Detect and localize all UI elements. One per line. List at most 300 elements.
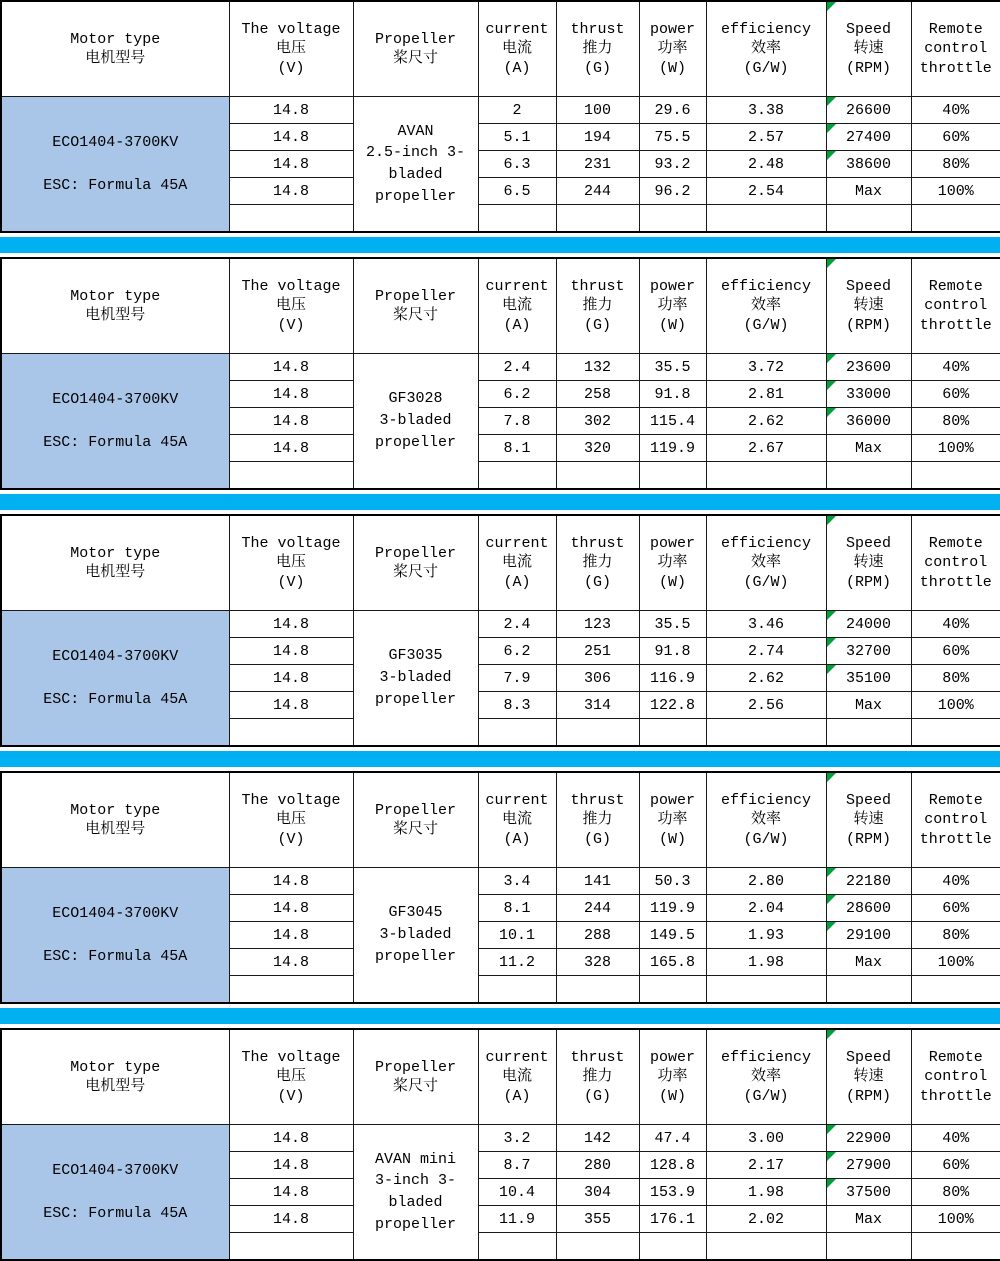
cell-power: 35.5 [639, 354, 706, 381]
header-cell-throttle [911, 1029, 1000, 1125]
header-line: power [640, 277, 706, 297]
header-line: Speed [827, 20, 911, 40]
header-line: (G) [557, 1087, 639, 1107]
header-line: 转速 [827, 39, 911, 59]
header-line: 电机型号 [2, 306, 229, 326]
cell-speed [826, 665, 911, 692]
header-line: 功率 [640, 553, 706, 573]
speed-value: Max [855, 954, 882, 971]
header-cell-voltage [229, 772, 353, 868]
cell-current: 8.7 [478, 1152, 556, 1179]
header-line: 推力 [557, 39, 639, 59]
header-cell-motor [1, 1029, 229, 1125]
cell-thrust: 251 [556, 638, 639, 665]
cell-voltage [229, 462, 353, 490]
header-line: (G) [557, 573, 639, 593]
header-cell-current [478, 772, 556, 868]
cell-power: 75.5 [639, 124, 706, 151]
speed-flag-icon [827, 1030, 836, 1039]
header-cell-speed [826, 1, 911, 97]
cell-efficiency: 1.98 [706, 949, 826, 976]
header-cell-propeller [353, 1029, 478, 1125]
header-cell-power [639, 515, 706, 611]
cell-power: 47.4 [639, 1125, 706, 1152]
speed-value: 29100 [846, 927, 891, 944]
header-line: control [912, 553, 1000, 573]
header-line: (W) [640, 59, 706, 79]
header-line: throttle [912, 573, 1000, 593]
header-line: 电压 [230, 296, 353, 316]
cell-thrust: 244 [556, 895, 639, 922]
cell-throttle: 40% [911, 354, 1000, 381]
speed-value: 32700 [846, 643, 891, 660]
header-line: (V) [230, 830, 353, 850]
cell-power [639, 205, 706, 233]
cell-efficiency: 3.46 [706, 611, 826, 638]
header-cell-thrust [556, 258, 639, 354]
propeller-line: propeller [354, 432, 478, 454]
header-line: The voltage [230, 277, 353, 297]
cell-thrust [556, 1233, 639, 1261]
cell-thrust: 314 [556, 692, 639, 719]
motor-text [2, 134, 229, 194]
propeller-line: 3-inch 3- [354, 1170, 478, 1192]
header-cell-efficiency [706, 1029, 826, 1125]
cell-power: 93.2 [639, 151, 706, 178]
speed-flag-icon [827, 516, 836, 525]
cell-throttle: 40% [911, 1125, 1000, 1152]
cell-current: 2 [478, 97, 556, 124]
cell-speed [826, 205, 911, 233]
propeller-line: AVAN [354, 121, 478, 143]
cell-power: 91.8 [639, 638, 706, 665]
header-cell-efficiency [706, 1, 826, 97]
header-line: 转速 [827, 296, 911, 316]
cell-current: 11.9 [478, 1206, 556, 1233]
speed-value: 27900 [846, 1157, 891, 1174]
motor-model-text: ECO1404-3700KV [52, 391, 178, 408]
header-line: Propeller [354, 287, 478, 307]
cell-efficiency: 1.98 [706, 1179, 826, 1206]
header-line: 桨尺寸 [354, 820, 478, 840]
cell-efficiency [706, 976, 826, 1004]
cell-thrust: 132 [556, 354, 639, 381]
header-line: Motor type [2, 544, 229, 564]
header-line: (V) [230, 1087, 353, 1107]
propeller-line: AVAN mini [354, 1149, 478, 1171]
header-line: Propeller [354, 544, 478, 564]
cell-voltage: 14.8 [229, 692, 353, 719]
header-cell-speed [826, 258, 911, 354]
cell-power [639, 719, 706, 747]
speed-flag-icon [827, 638, 836, 647]
header-line: Motor type [2, 1058, 229, 1078]
cell-throttle [911, 976, 1000, 1004]
table-row [1, 611, 1000, 638]
cell-power: 165.8 [639, 949, 706, 976]
speed-value: 22900 [846, 1130, 891, 1147]
header-line: 转速 [827, 810, 911, 830]
cell-speed [826, 692, 911, 719]
cell-current: 10.1 [478, 922, 556, 949]
cell-thrust: 142 [556, 1125, 639, 1152]
header-line: 功率 [640, 296, 706, 316]
cell-throttle: 40% [911, 611, 1000, 638]
cell-voltage: 14.8 [229, 1152, 353, 1179]
cell-efficiency: 3.00 [706, 1125, 826, 1152]
cell-throttle: 100% [911, 178, 1000, 205]
header-cell-voltage [229, 258, 353, 354]
cell-thrust: 328 [556, 949, 639, 976]
cell-current [478, 462, 556, 490]
propeller-line: 3-bladed [354, 667, 478, 689]
header-cell-thrust [556, 1029, 639, 1125]
header-line: 效率 [707, 810, 826, 830]
cell-throttle: 60% [911, 1152, 1000, 1179]
cell-speed [826, 178, 911, 205]
header-line: (G) [557, 59, 639, 79]
motor-text [2, 905, 229, 965]
header-line: 推力 [557, 296, 639, 316]
speed-value: Max [855, 697, 882, 714]
propeller-line: GF3045 [354, 902, 478, 924]
cell-speed [826, 611, 911, 638]
header-line: thrust [557, 20, 639, 40]
cell-throttle: 60% [911, 895, 1000, 922]
header-cell-motor [1, 1, 229, 97]
separator-bar [0, 1008, 1000, 1024]
cell-throttle: 80% [911, 151, 1000, 178]
propeller-line: GF3035 [354, 645, 478, 667]
cell-power: 50.3 [639, 868, 706, 895]
cell-speed [826, 381, 911, 408]
cell-efficiency: 2.81 [706, 381, 826, 408]
header-line: The voltage [230, 791, 353, 811]
header-line: efficiency [707, 791, 826, 811]
cell-throttle [911, 462, 1000, 490]
header-line: Speed [827, 534, 911, 554]
cell-current: 8.1 [478, 895, 556, 922]
cell-speed [826, 895, 911, 922]
header-line: thrust [557, 791, 639, 811]
cell-speed [826, 868, 911, 895]
header-line: (W) [640, 573, 706, 593]
header-cell-throttle [911, 772, 1000, 868]
propeller-line: GF3028 [354, 388, 478, 410]
cell-thrust: 302 [556, 408, 639, 435]
speed-value: 22180 [846, 873, 891, 890]
cell-efficiency: 2.74 [706, 638, 826, 665]
header-line: Motor type [2, 30, 229, 50]
header-cell-efficiency [706, 515, 826, 611]
cell-speed [826, 719, 911, 747]
cell-efficiency [706, 205, 826, 233]
header-line: The voltage [230, 534, 353, 554]
header-line: (V) [230, 573, 353, 593]
speed-flag-icon [827, 97, 836, 106]
header-line: (A) [479, 316, 556, 336]
header-cell-throttle [911, 1, 1000, 97]
cell-power: 96.2 [639, 178, 706, 205]
header-line: current [479, 277, 556, 297]
cell-efficiency: 2.04 [706, 895, 826, 922]
header-line: 转速 [827, 1067, 911, 1087]
speed-flag-icon [827, 1152, 836, 1161]
header-line: throttle [912, 316, 1000, 336]
header-line: throttle [912, 59, 1000, 79]
header-line: (G) [557, 316, 639, 336]
header-line: 效率 [707, 553, 826, 573]
spec-table-4 [0, 771, 1000, 1004]
motor-text [2, 391, 229, 451]
cell-efficiency [706, 719, 826, 747]
cell-power: 122.8 [639, 692, 706, 719]
header-line: control [912, 1067, 1000, 1087]
cell-throttle: 60% [911, 638, 1000, 665]
header-cell-voltage [229, 1, 353, 97]
esc-text: ESC: Formula 45A [43, 691, 187, 708]
motor-model-text: ECO1404-3700KV [52, 134, 178, 151]
cell-speed [826, 976, 911, 1004]
header-line: 电压 [230, 810, 353, 830]
cell-voltage: 14.8 [229, 435, 353, 462]
cell-speed [826, 638, 911, 665]
cell-speed [826, 1125, 911, 1152]
header-line: 电流 [479, 1067, 556, 1087]
cell-thrust: 320 [556, 435, 639, 462]
header-line: control [912, 810, 1000, 830]
cell-efficiency: 3.72 [706, 354, 826, 381]
speed-flag-icon [827, 895, 836, 904]
header-line: Propeller [354, 30, 478, 50]
cell-throttle: 100% [911, 692, 1000, 719]
header-cell-thrust [556, 1, 639, 97]
cell-voltage: 14.8 [229, 1206, 353, 1233]
header-line: 电机型号 [2, 820, 229, 840]
cell-speed [826, 1179, 911, 1206]
header-line: 电压 [230, 1067, 353, 1087]
spec-table-2 [0, 257, 1000, 490]
cell-power: 149.5 [639, 922, 706, 949]
header-cell-power [639, 772, 706, 868]
speed-flag-icon [827, 611, 836, 620]
header-line: efficiency [707, 20, 826, 40]
header-line: 功率 [640, 1067, 706, 1087]
header-line: thrust [557, 1048, 639, 1068]
cell-voltage: 14.8 [229, 97, 353, 124]
cell-voltage: 14.8 [229, 895, 353, 922]
speed-flag-icon [827, 1179, 836, 1188]
cell-voltage: 14.8 [229, 408, 353, 435]
cell-voltage: 14.8 [229, 665, 353, 692]
cell-speed [826, 408, 911, 435]
header-cell-propeller [353, 258, 478, 354]
speed-value: 35100 [846, 670, 891, 687]
propeller-cell [353, 97, 478, 233]
cell-power [639, 1233, 706, 1261]
cell-throttle: 80% [911, 1179, 1000, 1206]
cell-voltage: 14.8 [229, 381, 353, 408]
speed-flag-icon [827, 922, 836, 931]
header-row [1, 772, 1000, 868]
header-line: (G/W) [707, 59, 826, 79]
cell-current [478, 1233, 556, 1261]
header-line: (W) [640, 830, 706, 850]
motor-model-text: ECO1404-3700KV [52, 905, 178, 922]
header-cell-thrust [556, 772, 639, 868]
cell-voltage: 14.8 [229, 151, 353, 178]
header-line: 电流 [479, 296, 556, 316]
speed-flag-icon [827, 773, 836, 782]
cell-voltage: 14.8 [229, 922, 353, 949]
header-line: 桨尺寸 [354, 49, 478, 69]
cell-speed [826, 462, 911, 490]
motor-type-cell [1, 354, 229, 490]
speed-flag-icon [827, 2, 836, 11]
cell-power: 29.6 [639, 97, 706, 124]
header-line: Remote [912, 277, 1000, 297]
table-row [1, 868, 1000, 895]
cell-efficiency: 3.38 [706, 97, 826, 124]
header-line: 电机型号 [2, 1077, 229, 1097]
header-line: 效率 [707, 39, 826, 59]
cell-current [478, 205, 556, 233]
cell-power: 153.9 [639, 1179, 706, 1206]
header-line: efficiency [707, 534, 826, 554]
speed-value: 26600 [846, 102, 891, 119]
header-line: control [912, 296, 1000, 316]
cell-thrust: 288 [556, 922, 639, 949]
header-line: Remote [912, 791, 1000, 811]
header-line: control [912, 39, 1000, 59]
cell-thrust: 306 [556, 665, 639, 692]
cell-speed [826, 151, 911, 178]
cell-voltage [229, 1233, 353, 1261]
header-cell-power [639, 1, 706, 97]
cell-thrust [556, 462, 639, 490]
header-line: 桨尺寸 [354, 306, 478, 326]
header-line: 推力 [557, 1067, 639, 1087]
header-line: 转速 [827, 553, 911, 573]
table-row [1, 97, 1000, 124]
cell-current: 6.2 [478, 638, 556, 665]
speed-value: 37500 [846, 1184, 891, 1201]
header-cell-motor [1, 515, 229, 611]
spec-table-1 [0, 0, 1000, 233]
speed-flag-icon [827, 1125, 836, 1134]
cell-speed [826, 435, 911, 462]
table-row [1, 354, 1000, 381]
cell-speed [826, 124, 911, 151]
motor-text [2, 648, 229, 708]
propeller-line: bladed [354, 164, 478, 186]
cell-thrust: 100 [556, 97, 639, 124]
header-line: Motor type [2, 801, 229, 821]
header-line: current [479, 20, 556, 40]
cell-power: 35.5 [639, 611, 706, 638]
speed-flag-icon [827, 124, 836, 133]
table-row [1, 1125, 1000, 1152]
cell-voltage [229, 205, 353, 233]
cell-thrust: 280 [556, 1152, 639, 1179]
cell-speed [826, 1233, 911, 1261]
header-cell-motor [1, 772, 229, 868]
propeller-line: 2.5-inch 3- [354, 142, 478, 164]
cell-efficiency: 2.54 [706, 178, 826, 205]
header-line: 电压 [230, 553, 353, 573]
motor-model-text: ECO1404-3700KV [52, 1162, 178, 1179]
header-line: (RPM) [827, 316, 911, 336]
header-line: power [640, 1048, 706, 1068]
separator-bar [0, 494, 1000, 510]
speed-flag-icon [827, 354, 836, 363]
header-line: 效率 [707, 296, 826, 316]
header-line: (G) [557, 830, 639, 850]
header-line: Motor type [2, 287, 229, 307]
header-cell-speed [826, 515, 911, 611]
speed-flag-icon [827, 408, 836, 417]
header-cell-power [639, 258, 706, 354]
header-line: (V) [230, 59, 353, 79]
header-line: throttle [912, 830, 1000, 850]
speed-value: Max [855, 183, 882, 200]
cell-throttle: 60% [911, 124, 1000, 151]
header-cell-efficiency [706, 258, 826, 354]
header-line: (W) [640, 1087, 706, 1107]
header-line: Speed [827, 277, 911, 297]
header-line: efficiency [707, 1048, 826, 1068]
header-line: (G/W) [707, 316, 826, 336]
speed-value: Max [855, 1211, 882, 1228]
esc-text: ESC: Formula 45A [43, 1205, 187, 1222]
cell-current: 10.4 [478, 1179, 556, 1206]
speed-value: 27400 [846, 129, 891, 146]
header-cell-current [478, 258, 556, 354]
header-line: current [479, 534, 556, 554]
header-line: (W) [640, 316, 706, 336]
cell-current [478, 719, 556, 747]
cell-speed [826, 922, 911, 949]
header-line: 功率 [640, 810, 706, 830]
speed-value: 24000 [846, 616, 891, 633]
cell-throttle: 60% [911, 381, 1000, 408]
cell-thrust: 194 [556, 124, 639, 151]
header-line: 桨尺寸 [354, 1077, 478, 1097]
header-cell-efficiency [706, 772, 826, 868]
cell-power: 115.4 [639, 408, 706, 435]
cell-current: 6.2 [478, 381, 556, 408]
cell-throttle [911, 719, 1000, 747]
speed-flag-icon [827, 381, 836, 390]
separator-bar [0, 237, 1000, 253]
header-line: (V) [230, 316, 353, 336]
cell-thrust [556, 976, 639, 1004]
header-line: The voltage [230, 1048, 353, 1068]
cell-current: 11.2 [478, 949, 556, 976]
motor-text [2, 1162, 229, 1222]
header-line: (RPM) [827, 1087, 911, 1107]
cell-thrust: 304 [556, 1179, 639, 1206]
header-cell-propeller [353, 515, 478, 611]
header-line: Remote [912, 20, 1000, 40]
cell-power: 128.8 [639, 1152, 706, 1179]
header-line: power [640, 20, 706, 40]
motor-type-cell [1, 611, 229, 747]
header-line: Propeller [354, 1058, 478, 1078]
propeller-line: propeller [354, 689, 478, 711]
cell-efficiency: 2.02 [706, 1206, 826, 1233]
cell-current: 2.4 [478, 611, 556, 638]
